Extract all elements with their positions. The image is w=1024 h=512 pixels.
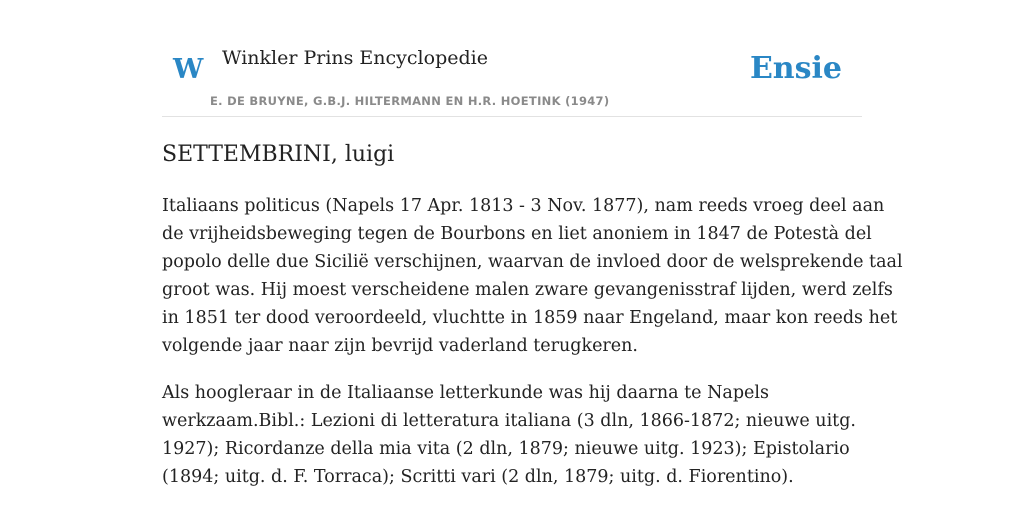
entry-body (162, 192, 903, 510)
ensie-logo[interactable]: Ensie (749, 51, 842, 86)
paragraph-line: (1894; uitg. d. F. Torraca); Scritti vari (2 dln, 1879; uitg. d. Fiorentino). (162, 467, 794, 487)
entry-paragraph (162, 192, 903, 360)
publication-authors: E. DE BRUYNE, G.B.J. HILTERMANN EN H.R. HOETINK (1947) (210, 94, 610, 108)
paragraph-line: popolo delle due Siciliё verschijnen, waarvan de invloed door de welsprekende taal (162, 252, 903, 272)
paragraph-line: Als hoogleraar in de Italiaanse letterkunde was hij daarna te Napels (162, 383, 769, 403)
paragraph-line: 1927); Ricordanze della mia vita (2 dln, 1879; nieuwe uitg. 1923); Epistolario (162, 439, 850, 459)
entry-title: SETTEMBRINI, luigi (162, 142, 395, 167)
publication-title[interactable]: Winkler Prins Encyclopedie (222, 47, 488, 69)
winkler-prins-logo[interactable]: W (173, 54, 204, 85)
paragraph-line: in 1851 ter dood veroordeeld, vluchtte in 1859 naar Engeland, maar kon reeds het (162, 308, 898, 328)
encyclopedia-header (162, 0, 862, 117)
paragraph-line: werkzaam.Bibl.: Lezioni di letteratura italiana (3 dln, 1866-1872; nieuwe uitg. (162, 411, 856, 431)
paragraph-line: Italiaans politicus (Napels 17 Apr. 1813 - 3 Nov. 1877), nam reeds vroeg deel aan (162, 196, 885, 216)
paragraph-line: groot was. Hij moest verscheidene malen zware gevangenisstraf lijden, werd zelfs (162, 280, 893, 300)
paragraph-line: de vrijheidsbeweging tegen de Bourbons en liet anoniem in 1847 de Potestà del (162, 224, 872, 244)
entry-paragraph (162, 379, 862, 491)
paragraph-line: volgende jaar naar zijn bevrijd vaderland terugkeren. (162, 336, 638, 356)
